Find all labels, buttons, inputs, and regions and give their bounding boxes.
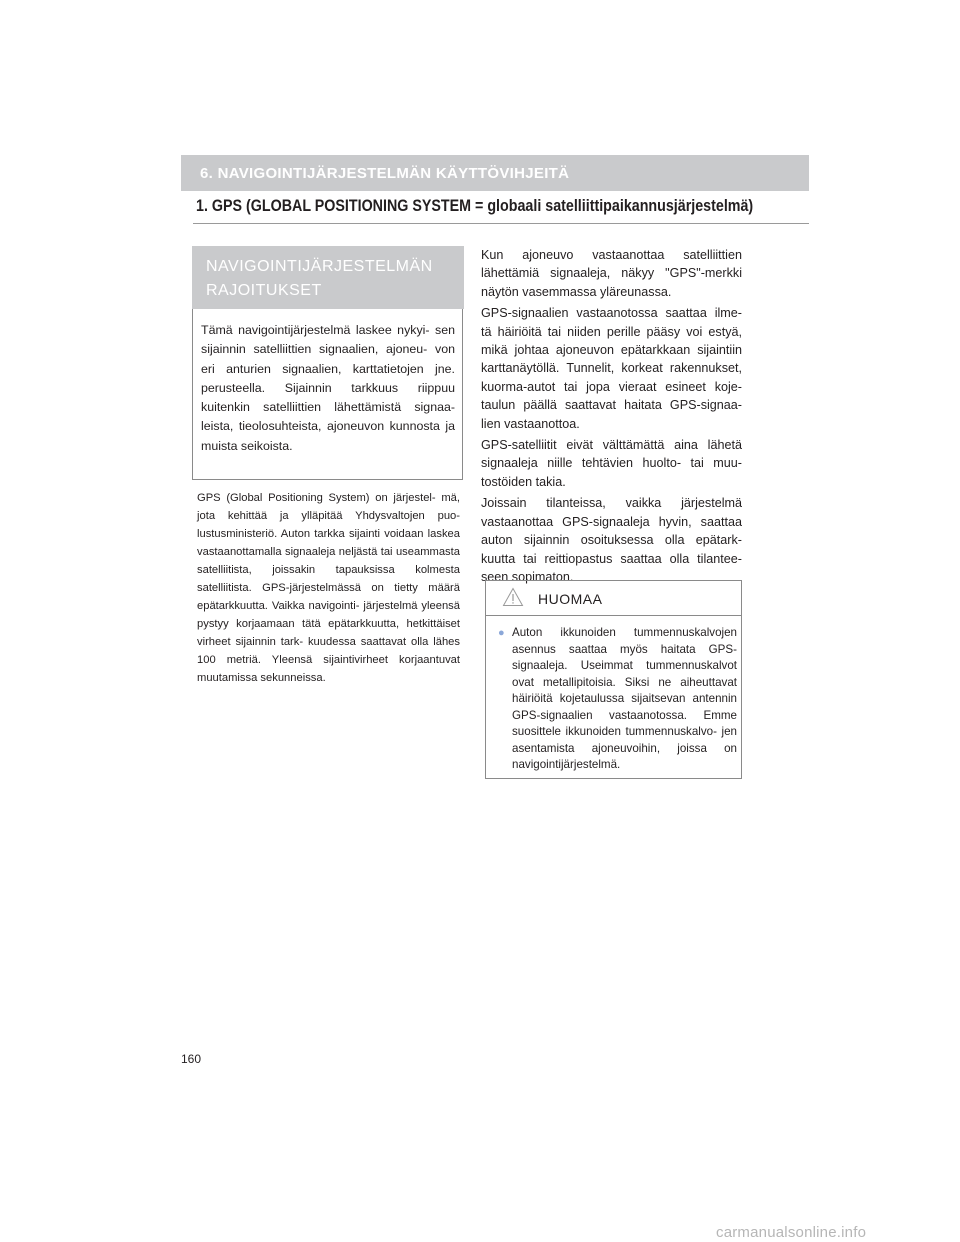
warning-icon (502, 587, 524, 607)
watermark: carmanualsonline.info (716, 1224, 867, 1241)
page-number: 160 (181, 1052, 202, 1066)
paragraph-position-inaccuracy: Joissain tilanteissa, vaikka järjestelmä vastaanottaa GPS-signaaleja hyvin, saattaa auton sijainnin osoituksessa olla epätark- kuutta tai reittiopastus saattaa olla tilantee- seen sopimaton. (481, 496, 742, 584)
gps-description: GPS (Global Positioning System) on järjestel- mä, jota kehittää ja ylläpitää Yhdysvaltojen puo- lustusministeriö. Auton tarkka sijainti voidaan laskea vastaanottamalla signaaleja neljästä tai useammasta satelliitista, joissakin tapauksissa kolmesta satelliitista. GPS-järjestelmässä on tietty määrä epätarkkuutta. Vaikka navigointi- järjestelmä yleensä pystyy korjaamaan tätä epätarkkuutta, hetkittäiset virheet sijainnin tark- kuudessa saattavat olla lähes 100 metriä. Yleensä sijaintivirheet korjaantuvat muutamissa sekunneissa. (197, 492, 460, 684)
notice-header (486, 581, 741, 616)
notice-box (485, 580, 742, 779)
section-divider (193, 223, 809, 224)
section-title: 1. GPS (GLOBAL POSITIONING SYSTEM = globaali satelliittipaikannusjärjestelmä) (196, 196, 754, 215)
limits-intro-text: Tämä navigointijärjestelmä laskee nykyi- sen sijainnin satelliittien signaalien, ajoneu- von eri anturien signaalien, karttatietojen jne. perusteella. Sijainnin tarkkuus riippuu kuitenkin satelliittien lähettämistä signaa- leista, tieolosuhteista, ajoneuvon kunnosta ja muista seikoista. (201, 323, 455, 453)
paragraph-signal-interference: GPS-signaalien vastaanotossa saattaa ilme- tä häiriöitä tai niiden perille pääsy voi estyä, mikä johtaa ajoneuvon epätarkkaan sijaintiin karttanäytöllä. Tunnelit, korkeat rakennukset, kuorma-autot tai jopa vieraat esineet koje- taulun päällä saattavat haitata GPS-signaa- lien vastaanottoa. (481, 306, 742, 431)
notice-title: HUOMAA (538, 591, 603, 607)
paragraph-satellite-maintenance: GPS-satelliitit eivät välttämättä aina lähetä signaaleja niille tehtävien huolto- tai muu- tostöiden takia. (481, 438, 742, 489)
limits-intro-box (192, 309, 463, 480)
paragraph-gps-mark: Kun ajoneuvo vastaanottaa satelliittien lähettämiä signaaleja, näkyy "GPS"-merkki näytön vasemmassa yläreunassa. (481, 248, 742, 299)
limits-heading-box (192, 246, 464, 309)
limits-heading: NAVIGOINTIJÄRJESTELMÄN RAJOITUKSET (206, 258, 433, 299)
chapter-title: 6. NAVIGOINTIJÄRJESTELMÄN KÄYTTÖVIHJEITÄ (200, 165, 570, 182)
notice-text: Auton ikkunoiden tummennuskalvojen asennus saattaa myös haitata GPS- signaaleja. Useimmat tummennuskalvot ovat metallipitoisia. Siksi ne aiheuttavat häiriöitä kojetaulussa sijaitsevan antennin GPS-signaalien vastaanotossa. Emme suosittele ikkunoiden tummennuskalvo- jen asentamista ajoneuvoihin, joissa on navigointijärjestelmä. (512, 626, 737, 771)
bullet-icon: ● (498, 627, 505, 639)
right-column (481, 246, 742, 589)
